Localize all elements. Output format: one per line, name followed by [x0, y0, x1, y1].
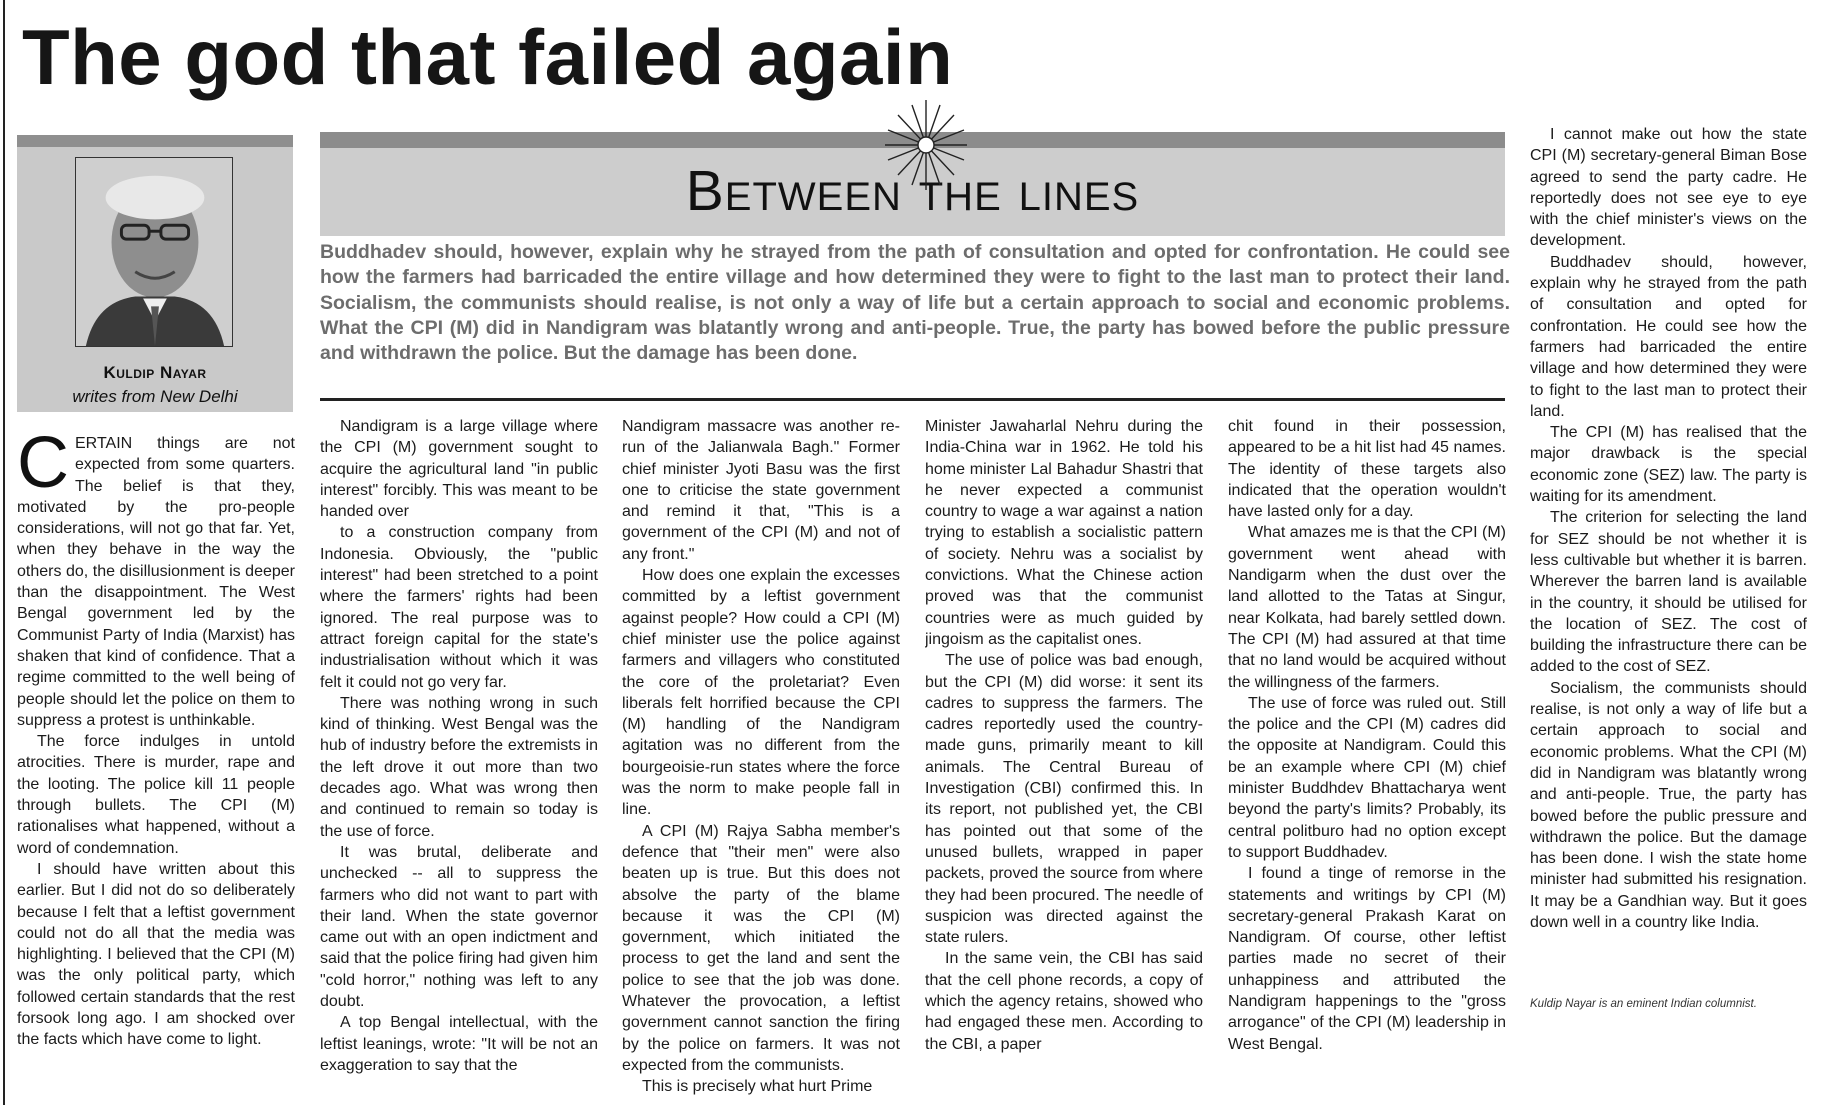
article-paragraph: The use of force was ruled out. Still the police and the CPI (M) cadres did the opposite at Nandigram. Could this be an example where CPI (M) chief minister Buddhdev Bhattacharya went beyond the party's limits? Probably, its central politburo had no option except to support Buddhadev.	[1228, 694, 1506, 861]
article-paragraph: It was brutal, deliberate and unchecked -- all to suppress the farmers who did not want to part with their land. When the state governor came out with an open indictment and said that the police firing had given him "cold horror," nothing was left to any doubt.	[320, 843, 598, 1011]
article-paragraph: What amazes me is that the CPI (M) government went ahead with Nandigarm when the dust over the land allotted to the Tatas at Singur, near Kolkata, had barely settled down. The CPI (M) had assured at that time that no land would be acquired without the willingness of the farmers.	[1228, 524, 1506, 691]
article-paragraph: A top Bengal intellectual, with the leftist leanings, wrote: "It will be not an exaggeration to say that the	[320, 1014, 598, 1074]
article-paragraph: How does one explain the excesses committed by a leftist government against people? How could a CPI (M) chief minister use the police against farmers and villagers who constituted the core of the proletariat? Even liberals felt horrified because the CPI (M) handling of the Nandigram agitation was no different from the bourgeoisie-run states where the force was the norm to make people fall in line.	[622, 567, 900, 819]
headline: The god that failed again	[22, 13, 954, 101]
article-paragraph: Nandigram massacre was another re-run of the Jalianwala Bagh." Former chief minister Jyoti Basu was the first one to criticise the state government and remind it that, "This is a government of the CPI (M) and not of any front."	[622, 418, 900, 563]
author-location: writes from New Delhi	[72, 387, 238, 406]
article-paragraph: Nandigram is a large village where the CPI (M) government sought to acquire the agricultural land "in public interest" forcibly. This was meant to be handed over	[320, 418, 598, 521]
pullquote-rule	[320, 398, 1505, 401]
article-paragraph: The use of police was bad enough, but the CPI (M) did worse: it sent its cadres to suppress the farmers. The cadres reportedly used the country-made guns, primarily meant to kill animals. The Central Bureau of Investigation (CBI) confirmed this. In its report, not published yet, the CBI has pointed out that some of the unused bullets, wrapped in paper packets, proved the source from where they had been procured. The needle of suspicion was directed against the state rulers.	[925, 652, 1203, 947]
author-credit: Kuldip Nayar is an eminent Indian columnist.	[1530, 998, 1757, 1010]
article-paragraph: Socialism, the communists should realise, is not only a way of life but a certain approach to social and economic problems. What the CPI (M) did in Nandigram was blatantly wrong and anti-people. True, the party has bowed before the public pressure and withdrawn the police. But the damage has been done. I wish the state home minister had submitted his resignation. It may be a Gandhian way. But it goes down well in a country like India.	[1530, 679, 1807, 931]
article-column-5	[1228, 416, 1506, 1101]
article-paragraph: CERTAIN things are not expected from some quarters. The belief is that they, motivated by the pro-people considerations, will not go that far. Yet, when they behave in the way the others do, the disillusionment is deeper than the disappointment. The West Bengal government led by the Communist Party of India (Marxist) has shaken that kind of confidence. That a regime committed to the well being of people should let the police on them to suppress a protest is unthinkable.	[17, 433, 295, 729]
author-name: Kuldip Nayar	[103, 363, 207, 382]
author-portrait-icon	[75, 157, 233, 347]
article-paragraph: In the same vein, the CBI has said that the cell phone records, a copy of which the agency retains, showed who had engaged these men. According to the CBI, a paper	[925, 950, 1203, 1053]
article-paragraph: I should have written about this earlier. But I did not do so deliberately because I felt that a leftist government could not do all that the media was highlighting. I believed that the CPI (M) was the only political party, which followed certain standards that the rest forsook long ago. I am shocked over the facts which have come to light.	[17, 860, 295, 1049]
article-paragraph: The CPI (M) has realised that the major drawback is the special economic zone (SEZ) law. The party is waiting for its amendment.	[1530, 424, 1807, 506]
article-column-6	[1530, 124, 1807, 984]
column-title: Between the lines	[685, 159, 1140, 223]
article-paragraph: chit found in their possession, appeared to be a hit list had 45 names. The identity of these targets also indicated that the operation wouldn't have lasted only for a day.	[1228, 418, 1506, 521]
article-paragraph: A CPI (M) Rajya Sabha member's defence that "their men" were also beaten up is true. But this does not absolve the party of the blame because it was the CPI (M) government, which initiated the process to get the land and sent the police to see that the job was done. Whatever the provocation, a leftist government cannot sanction the firing by the police on farmers. It was not expected from the communists.	[622, 822, 900, 1074]
article-paragraph: I found a tinge of remorse in the statements and writings by CPI (M) secretary-general Prakash Karat on Nandigram. Of course, other leftist parties made no secret of their unhappiness and attributed the Nandigram happenings to the "gross arrogance" of the CPI (M) leadership in West Bengal.	[1228, 865, 1506, 1053]
article-paragraph: There was nothing wrong in such kind of thinking. West Bengal was the hub of industry before the extremists in the left drove it out more than two decades ago. What was wrong then and continued to remain so today is the use of force.	[320, 694, 598, 840]
pullquote: Buddhadev should, however, explain why he strayed from the path of consultation and opted for confrontation. He could see how the farmers had barricaded the entire village and how determined they were to fight to the last man to protect their land. Socialism, the communists should realise, is not only a way of life but a certain approach to social and economic problems. What the CPI (M) did in Nandigram was blatantly wrong and anti-people. True, the party has bowed before the public pressure and withdrawn the police. But the damage has been done.	[320, 241, 1510, 365]
dropcap: C	[17, 433, 69, 503]
article-column-1	[17, 433, 295, 1101]
author-box-band	[17, 135, 293, 147]
article-paragraph: This is precisely what hurt Prime	[642, 1078, 873, 1096]
article-paragraph: The criterion for selecting the land for SEZ should be not whether it is less cultivable but whether it is barren. Wherever the barren land is available in the country, it should be utilised for the location of SEZ. The cost of building the infrastructure there can be added to the cost of SEZ.	[1530, 509, 1807, 676]
left-border-rule	[3, 0, 5, 1105]
article-paragraph: The force indulges in untold atrocities. There is murder, rape and the looting. The police kill 11 people through bullets. The CPI (M) rationalises what happened, without a word of condemnation.	[17, 733, 295, 857]
article-column-2	[320, 416, 598, 1101]
article-paragraph: I cannot make out how the state CPI (M) secretary-general Biman Bose agreed to send the party cadre. He reportedly does not see eye to eye with the chief minister's views on the development.	[1530, 126, 1807, 250]
article-paragraph: to a construction company from Indonesia. Obviously, the "public interest" had been stretched to a point where the farmers' rights had been ignored. The real purpose was to attract foreign capital for the state's industrialisation without which it was felt it could not go very far.	[320, 524, 598, 691]
author-box	[17, 135, 293, 412]
article-paragraph: Minister Jawaharlal Nehru during the India-China war in 1962. He told his home minister Lal Bahadur Shastri that he never expected a communist country to wage a war against a nation trying to establish a socialistic pattern of society. Nehru was a socialist by convictions. What the Chinese action proved was that the communist countries were as much guided by jingoism as the capitalist ones.	[925, 418, 1203, 648]
starburst-icon	[883, 98, 969, 192]
article-column-3	[622, 416, 900, 1101]
article-column-4	[925, 416, 1203, 1101]
article-paragraph: Buddhadev should, however, explain why he strayed from the path of consultation and opted for confrontation. He could see how the farmers had barricaded the entire village and how determined they were to fight to the last man to protect their land.	[1530, 253, 1807, 420]
